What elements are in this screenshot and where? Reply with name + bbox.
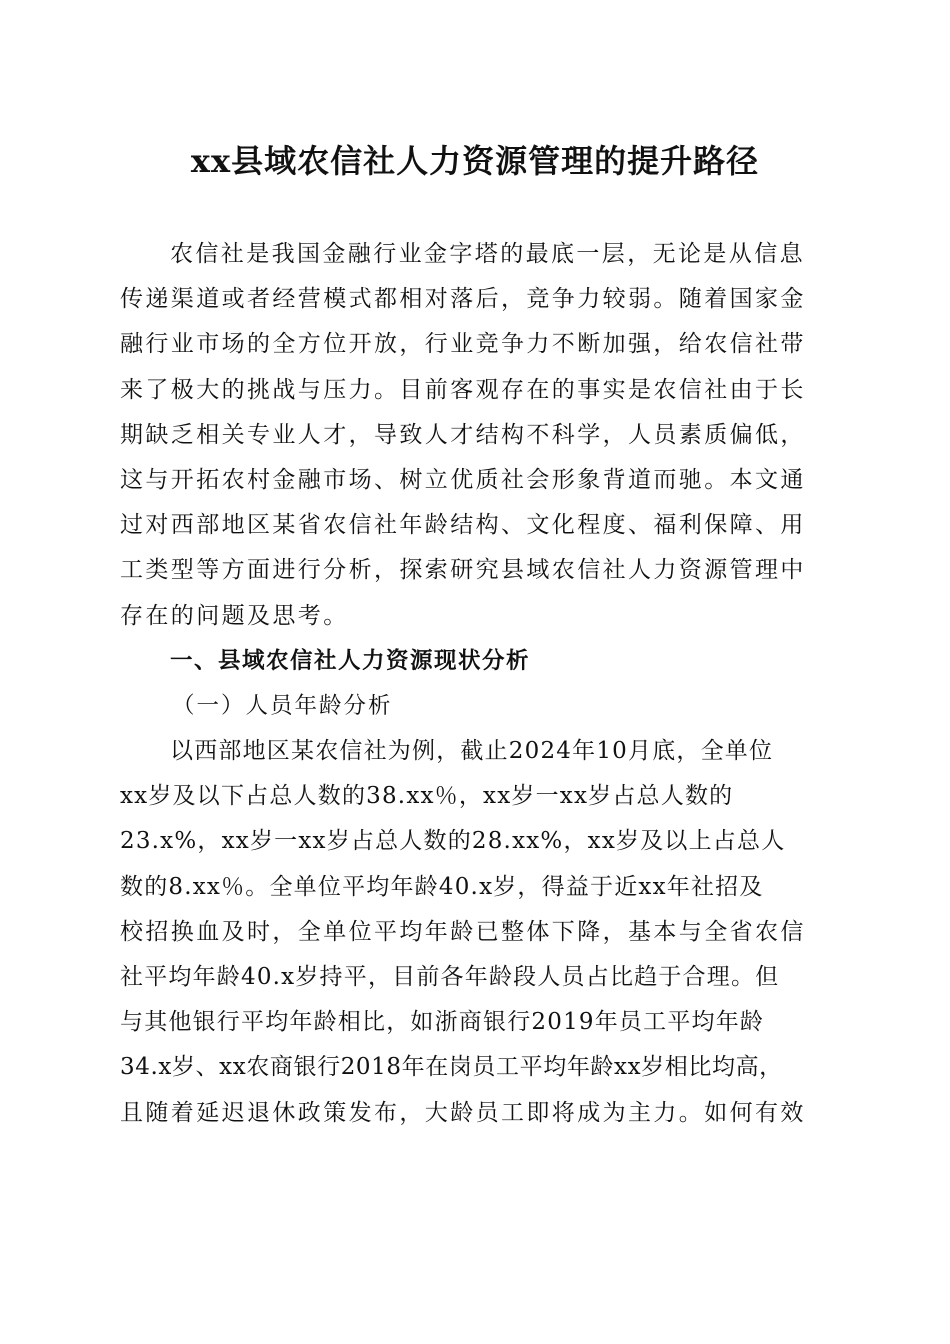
document-title: xx县域农信社人力资源管理的提升路径 (190, 142, 760, 180)
paragraph-line: 过对西部地区某省农信社年龄结构、文化程度、福利保障、用 (120, 512, 806, 539)
subsection-heading: （一）人员年龄分析 (172, 692, 393, 719)
paragraph-line: 存在的问题及思考。 (120, 602, 349, 629)
document-body (120, 232, 840, 1136)
paragraph-line: 期缺乏相关专业人才，导致人才结构不科学，人员素质偏低， (120, 421, 806, 448)
paragraph-line: 校招换血及时，全单位平均年龄已整体下降，基本与全省农信 (120, 918, 806, 945)
paragraph-line: 农信社是我国金融行业金字塔的最底一层，无论是从信息 (170, 241, 805, 267)
paragraph-line: 数的8.xx％。全单位平均年龄40.x岁，得益于近xx年社招及 (120, 873, 764, 900)
section-heading: 一、县域农信社人力资源现状分析 (170, 647, 531, 674)
paragraph-line: 以西部地区某农信社为例，截止2024年10月底，全单位 (170, 738, 774, 765)
paragraph-line: 传递渠道或者经营模式都相对落后，竞争力较弱。随着国家金 (120, 286, 806, 313)
paragraph-line: xx岁及以下占总人数的38.xx％，xx岁一xx岁占总人数的 (120, 783, 734, 810)
paragraph-line: 与其他银行平均年龄相比，如浙商银行2019年员工平均年龄 (120, 1009, 765, 1036)
paragraph-line: 工类型等方面进行分析，探索研究县域农信社人力资源管理中 (120, 557, 806, 584)
paragraph-line: 23.x%，xx岁一xx岁占总人数的28.xx%，xx岁及以上占总人 (120, 828, 786, 855)
paragraph-line: 社平均年龄40.x岁持平，目前各年龄段人员占比趋于合理。但 (120, 964, 780, 990)
paragraph-line: 来了极大的挑战与压力。目前客观存在的事实是农信社由于长 (120, 376, 806, 403)
paragraph-line: 这与开拓农村金融市场、树立优质社会形象背道而驰。本文通 (120, 466, 806, 493)
paragraph-line: 融行业市场的全方位开放，行业竞争力不断加强，给农信社带 (120, 331, 806, 358)
paragraph-line: 且随着延迟退休政策发布，大龄员工即将成为主力。如何有效 (120, 1099, 806, 1126)
paragraph-line: 34.x岁、xx农商银行2018年在岗员工平均年龄xx岁相比均高， (120, 1054, 783, 1081)
